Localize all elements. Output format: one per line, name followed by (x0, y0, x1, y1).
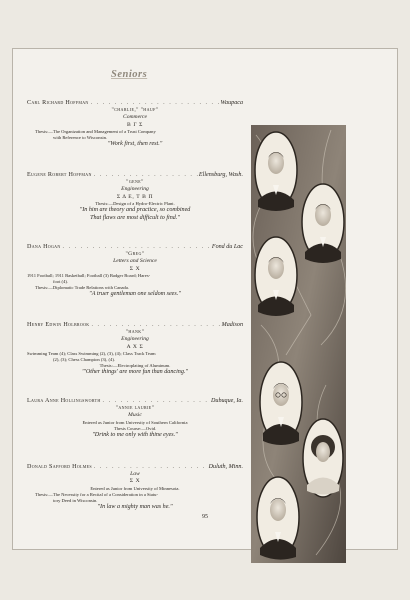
senior-quote: "Work first, then rest." (107, 141, 163, 148)
nickname: "annie laurie" (115, 405, 155, 411)
detail-line: Thesis:—Electroplating of Aluminum. (99, 363, 171, 369)
senior-entry (27, 397, 243, 439)
detail-line: Thesis:—The Necessity for a Recital of a Consideration in a Statu- (35, 491, 158, 497)
senior-entry (27, 463, 243, 511)
leader-dots (89, 99, 221, 107)
senior-entry (27, 171, 243, 222)
hometown: Ellensburg, Wash. (198, 172, 243, 178)
hometown: Madison (221, 322, 243, 328)
senior-quote: That flaws are most difficult to find." (90, 214, 180, 221)
detail-line: Thesis Course:—Ovid. (113, 425, 157, 431)
senior-quote: "In him are theory and practice, so combined (79, 207, 191, 214)
yearbook-page (12, 48, 398, 550)
greek-letters: Σ Δ Ε, Τ Β Π (116, 193, 154, 200)
course: Music (128, 412, 142, 419)
student-name: Eugene Robert Hoffman (27, 172, 92, 178)
portrait-henry-holbrook (260, 362, 302, 445)
portrait-dana-hogan (255, 237, 297, 316)
detail-line: with Reference to Wisconsin. (53, 135, 108, 141)
leader-dots (92, 463, 209, 471)
detail-line: Thesis:—Design of a Hydro-Electric Plant. (95, 201, 175, 207)
detail-line: (2), (3); Chess Champion (3), (4). (53, 357, 116, 363)
student-name: Dana Hogan (27, 244, 61, 250)
course: Engineering (121, 186, 149, 193)
name-line (27, 99, 243, 107)
detail-line: 1911 Football; 1911 Basketball; Football (3) Badger Board; Hares- (27, 273, 151, 279)
greek-letters: Α Χ Σ (126, 343, 144, 350)
name-line (27, 397, 243, 405)
senior-quote: "In law a mighty man was he." (97, 503, 173, 510)
detail-line: Thesis:—The Organization and Management of a Trust Company (35, 129, 156, 135)
name-line (27, 463, 243, 471)
page-number: 95 (202, 514, 208, 520)
student-name: Laura Anne Hollingsworth (27, 398, 101, 404)
senior-quote: "Drink to me only with thine eyes." (92, 431, 178, 438)
senior-quote: "A truer gentleman one seldom sees." (89, 290, 181, 297)
leader-dots (101, 397, 211, 405)
course: Engineering (121, 336, 149, 343)
detail-line: tory Deed in Wisconsin. (53, 497, 98, 503)
detail-line: Thesis:—Diplomatic Trade Relations with Canada. (35, 285, 130, 291)
leader-dots (89, 321, 221, 329)
hometown: Waupaca (220, 100, 243, 106)
greek-letters: Σ Χ (129, 265, 141, 272)
senior-entry (27, 243, 243, 298)
nickname: "Greg" (125, 251, 145, 257)
senior-entry (27, 321, 243, 376)
portrait-laura-hollingsworth (303, 419, 343, 497)
course: Letters and Science (113, 258, 157, 265)
nickname: "charlie," "hauf" (111, 107, 159, 113)
senior-entry (27, 99, 243, 149)
detail-line: Entered as Junior from University of Southern California (82, 419, 188, 425)
portrait-eugene-hoffman (302, 184, 344, 263)
nickname: "gene" (126, 179, 144, 185)
portrait-panel (251, 125, 346, 563)
portrait-carl-hoffman (255, 132, 297, 211)
section-heading: Seniors (111, 69, 148, 80)
hometown: Dubuque, Ia. (211, 398, 243, 404)
hometown: Duluth, Minn. (208, 464, 243, 470)
course: Commerce (122, 114, 148, 121)
greek-letters: Β Γ Σ (126, 121, 144, 128)
student-name: Donald Safford Holmes (27, 464, 92, 470)
student-name: Carl Richard Hoffman (27, 100, 89, 106)
nickname: "hank" (125, 329, 145, 335)
senior-quote: "'Other things' are more fun than dancing." (82, 368, 188, 375)
student-name: Henry Edwin Holbrook (27, 322, 90, 328)
greek-letters: Σ Χ (129, 478, 141, 485)
detail-line: foot (4). (53, 279, 69, 285)
name-line (27, 171, 243, 179)
detail-line: Entered as Junior from University of Minnesota. (90, 485, 180, 491)
detail-line: Swimming Team (4); Class Swimming (2), (3), (4); Class Track Team (27, 351, 156, 357)
portrait-montage (251, 125, 346, 563)
leader-dots (61, 243, 212, 251)
leader-dots (92, 171, 199, 179)
course: Law (130, 471, 140, 477)
name-line (27, 321, 243, 329)
hometown: Fond du Lac (211, 244, 243, 250)
name-line (27, 243, 243, 251)
